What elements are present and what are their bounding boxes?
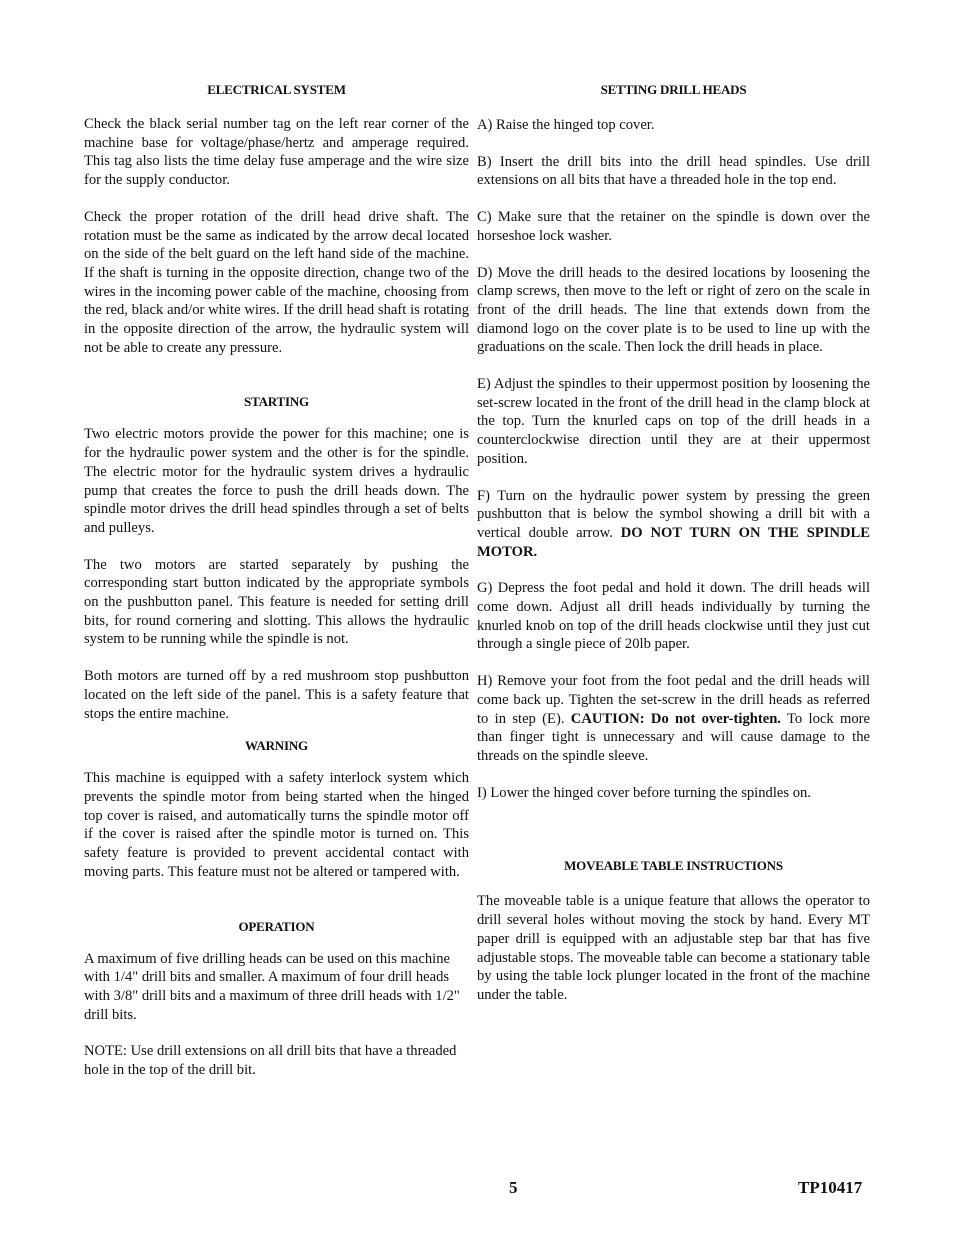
step-i: I) Lower the hinged cover before turning the spindles on. (477, 784, 811, 801)
starting-paragraph-2: The two motors are started separately by pushing the corresponding start button indicated by the appropriate symbols on the pushbutton panel. This feature is needed for setting drill bits, for round cornering and slotting. This allows the hydraulic system to be running while the spindle is not. (84, 556, 469, 648)
moveable-table-paragraph: The moveable table is a unique feature that allows the operator to drill several holes without moving the stock by hand. Every MT paper drill is equipped with an adjustable step bar that has five adjustable stops. The moveable table can become a stationary table by using the table lock plunger located in the front of the machine under the table. (477, 893, 870, 1003)
step-e: E) Adjust the spindles to their uppermost position by loosening the set-screw located in the front of the drill head in the clamp block at the top. Turn the knurled caps on top of the drill heads in a counterclockwise direction until they are at their uppermost position. (477, 376, 870, 467)
step-h-caution: CAUTION: Do not over-tighten. (570, 710, 781, 727)
starting-heading: STARTING (244, 394, 309, 410)
electrical-paragraph-2: Check the proper rotation of the drill head drive shaft. The rotation must be the same as indicated by the arrow decal located on the side of the belt guard on the left hand side of the machine. If the shaft is turning in the opposite direction, change two of the wires in the incoming power cable of the machine, choosing from the red, black and/or white wires. If the drill head shaft is rotating in the opposite direction of the arrow, the hydraulic system will not be able to create any pressure. (84, 208, 469, 356)
starting-paragraph-3: Both motors are turned off by a red mushroom stop pushbutton located on the left side of the panel. This is a safety feature that stops the entire machine. (84, 668, 469, 722)
step-f (477, 487, 870, 562)
warning-heading: WARNING (245, 738, 308, 754)
operation-note: NOTE: Use drill extensions on all drill bits that have a threaded hole in the top of the drill bit. (84, 1043, 457, 1079)
step-h-text-1: H) Remove your foot from the foot pedal and the drill heads will come back up. Tighten the set-screw in the drill heads as referred to in step (E). (477, 673, 870, 727)
operation-heading: OPERATION (238, 918, 315, 934)
page-number: 5 (509, 1178, 518, 1197)
document-code: TP10417 (798, 1178, 863, 1197)
warning-paragraph: This machine is equipped with a safety interlock system which prevents the spindle motor from being started when the hinged top cover is raised, and automatically turns the spindle motor off if the cover is raised after the spindle motor is turned on. This safety feature is provided to prevent accidental contact with moving parts. This feature must not be altered or tampered with. (84, 770, 469, 880)
step-f-warning: DO NOT TURN ON THE SPINDLE MOTOR. (477, 524, 870, 560)
step-g: G) Depress the foot pedal and hold it down. The drill heads will come down. Adjust all drill heads individually by turning the knurled knob on top of the drill heads clockwise until they just cut through a single piece of 20lb paper. (477, 580, 870, 653)
step-b: B) Insert the drill bits into the drill head spindles. Use drill extensions on all bits that have a threaded hole in the top end. (477, 153, 870, 189)
electrical-system-heading: ELECTRICAL SYSTEM (207, 82, 346, 97)
operation-paragraph-1: A maximum of five drilling heads can be used on this machine with 1/4" drill bits and smaller. A maximum of four drill heads with 3/8" drill bits and a maximum of three drill heads with 1/2" drill bits. (84, 950, 460, 1023)
setting-drill-heads-heading: SETTING DRILL HEADS (600, 82, 747, 97)
step-h (477, 672, 870, 766)
starting-paragraph-1: Two electric motors provide the power for this machine; one is for the hydraulic power system and the other is for the spindle. The electric motor for the hydraulic system drives a hydraulic pump that creates the force to push the drill heads down. The spindle motor drives the drill head spindles through a set of belts and pulleys. (84, 426, 469, 536)
step-f-text: F) Turn on the hydraulic power system by pressing the green pushbutton that is below the symbol showing a drill bit with a vertical double arrow. (477, 487, 870, 541)
step-d: D) Move the drill heads to the desired locations by loosening the clamp screws, then move to the left or right of zero on the scale in front of the drill heads. The line that extends down from the diamond logo on the cover plate is to be used to line up with the graduations on the scale. Then lock the drill heads in place. (477, 264, 870, 356)
electrical-paragraph-1: Check the black serial number tag on the left rear corner of the machine base for voltage/phase/hertz and amperage required. This tag also lists the time delay fuse amperage and the wire size for the supply conductor. (84, 116, 469, 189)
moveable-table-heading: MOVEABLE TABLE INSTRUCTIONS (564, 858, 783, 874)
left-column (84, 82, 469, 1080)
step-a: A) Raise the hinged top cover. (477, 117, 655, 133)
right-column (477, 82, 870, 1005)
step-c: C) Make sure that the retainer on the spindle is down over the horseshoe lock washer. (477, 209, 870, 244)
step-h-text-2: To lock more than finger tight is unnecessary and will cause damage to the threads on the spindle sleeve. (477, 710, 870, 764)
